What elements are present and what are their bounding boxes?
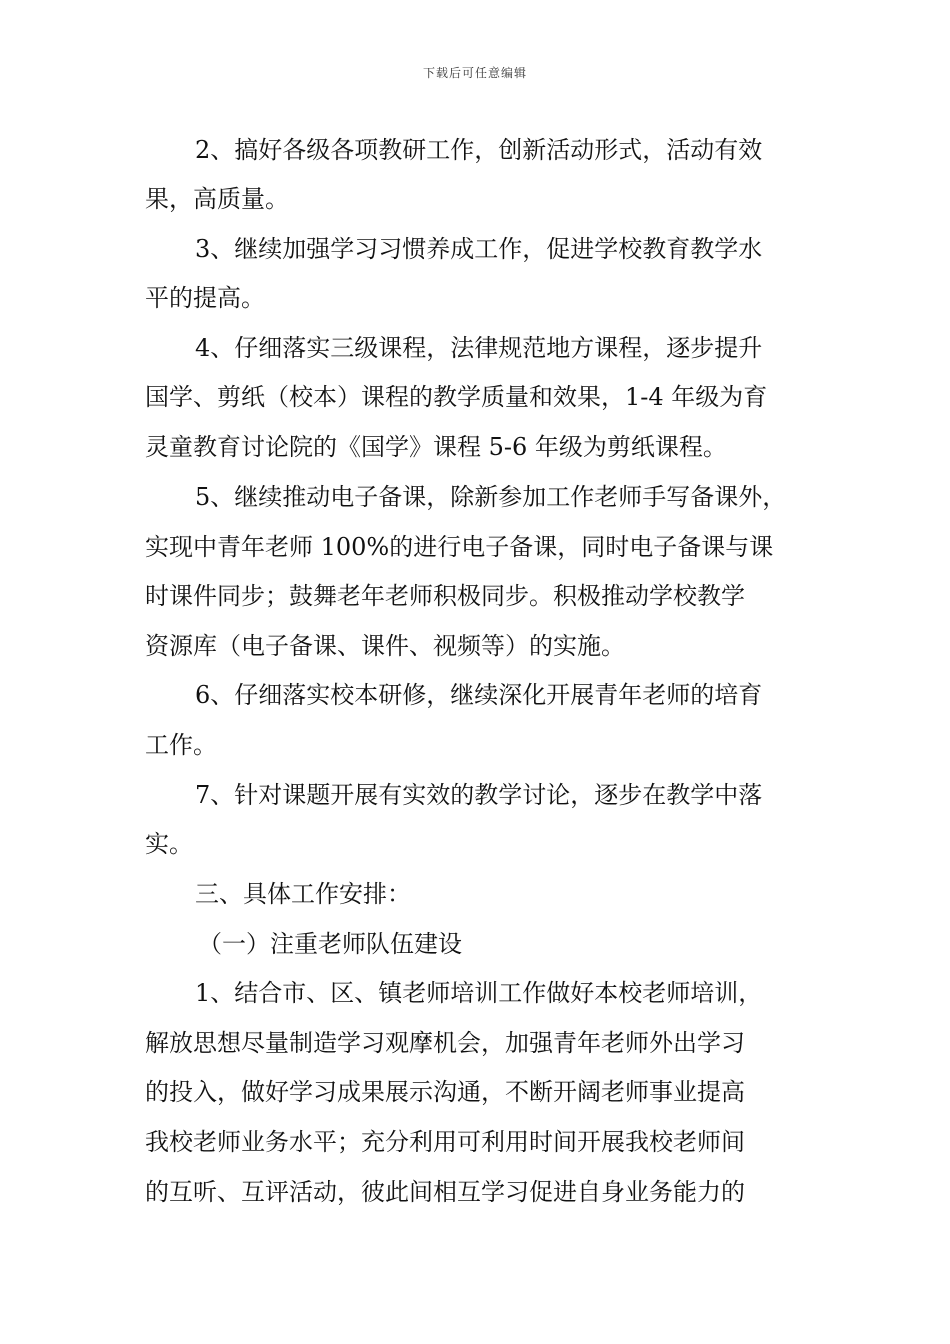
text-line: 5、继续推动电子备课，除新参加工作老师手写备课外， (195, 483, 787, 511)
text-line: 平的提高。 (145, 284, 265, 312)
text-line: 2、搞好各级各项教研工作，创新活动形式，活动有效 (195, 136, 763, 164)
text-line: 的互听、互评活动，彼此间相互学习促进自身业务能力的 (145, 1178, 745, 1206)
text-line: 工作。 (145, 731, 217, 759)
text-line: 实现中青年老师 100%的进行电子备课，同时电子备课与课 (145, 533, 774, 561)
text-line: 4、仔细落实三级课程，法律规范地方课程，逐步提升 (195, 334, 763, 362)
text-line: 资源库（电子备课、课件、视频等）的实施。 (145, 632, 625, 660)
text-line: 时课件同步；鼓舞老年老师积极同步。积极推动学校教学 (145, 582, 745, 610)
text-line: 6、仔细落实校本研修，继续深化开展青年老师的培育 (195, 681, 763, 709)
text-line: 国学、剪纸（校本）课程的教学质量和效果，1-4 年级为育 (145, 383, 768, 411)
text-line: 3、继续加强学习习惯养成工作，促进学校教育教学水 (195, 235, 763, 263)
subsection-heading: （一）注重老师队伍建设 (198, 930, 462, 958)
header-note: 下载后可任意编辑 (422, 66, 527, 80)
text-line: 的投入，做好学习成果展示沟通，不断开阔老师事业提高 (145, 1078, 745, 1106)
text-line: 灵童教育讨论院的《国学》课程 5-6 年级为剪纸课程。 (145, 433, 727, 461)
text-line: 实。 (145, 830, 193, 858)
section-heading: 三、具体工作安排： (195, 880, 411, 908)
text-line: 果，高质量。 (145, 185, 289, 213)
text-line: 7、针对课题开展有实效的教学讨论，逐步在教学中落 (195, 781, 763, 809)
text-line: 我校老师业务水平；充分利用可利用时间开展我校老师间 (145, 1128, 745, 1156)
text-line: 1、结合市、区、镇老师培训工作做好本校老师培训， (195, 979, 763, 1007)
text-line: 解放思想尽量制造学习观摩机会，加强青年老师外出学习 (145, 1029, 745, 1057)
